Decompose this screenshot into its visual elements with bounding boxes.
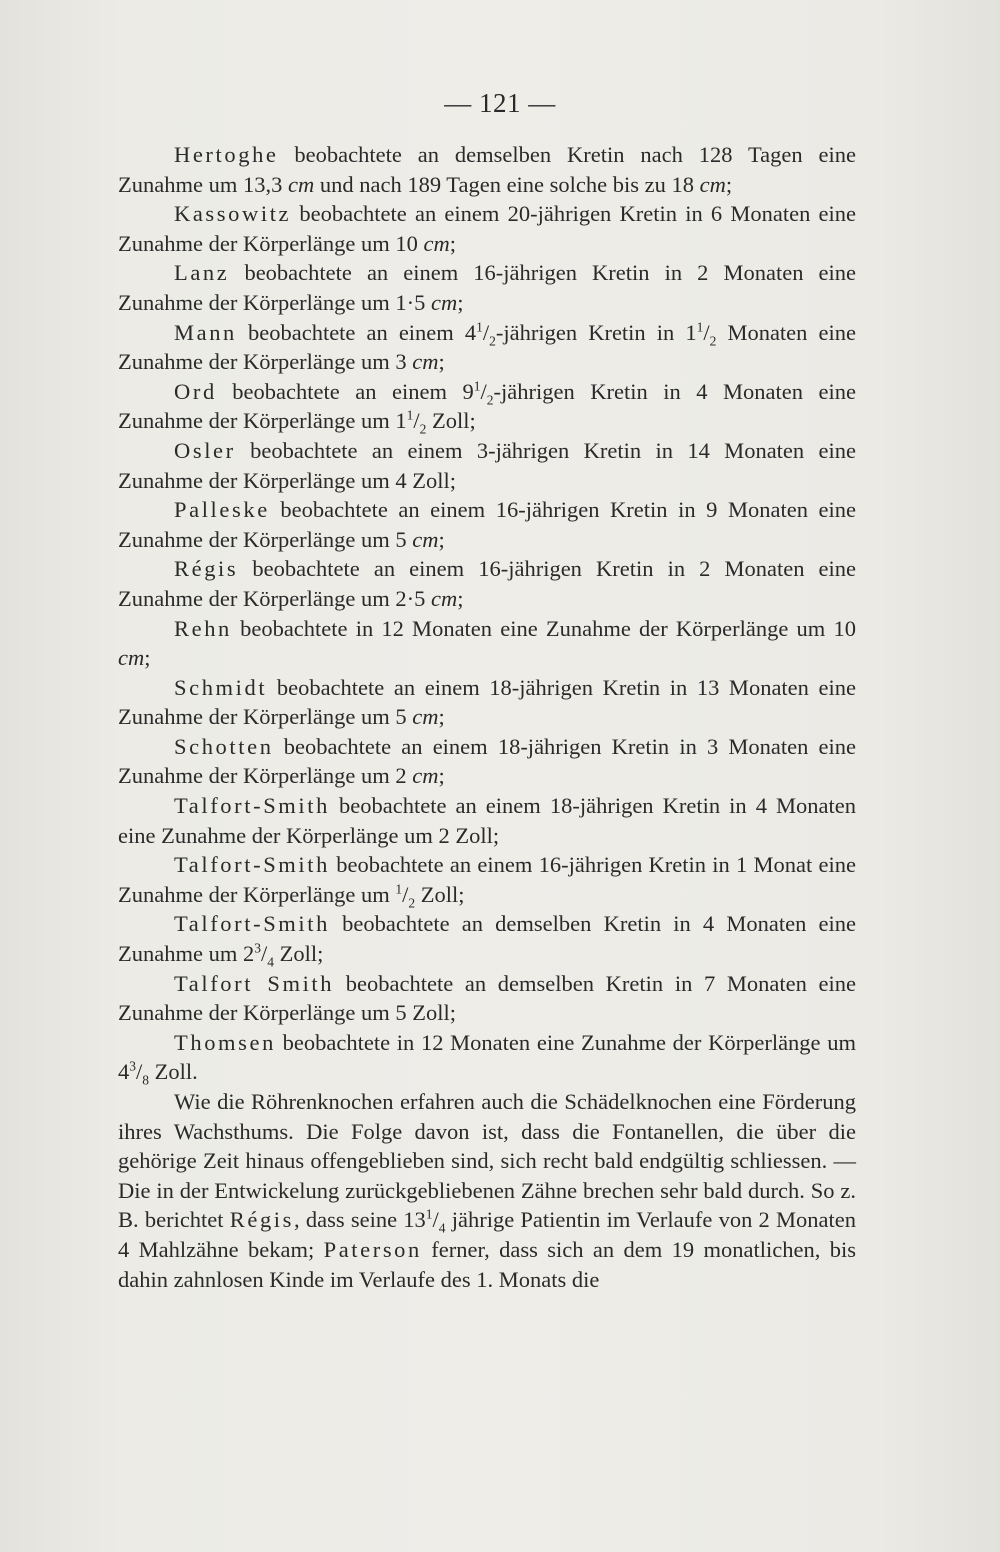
- fraction-denominator: 2: [709, 333, 717, 349]
- body-text: [118, 140, 856, 1294]
- author-name: Ord: [174, 378, 217, 404]
- paragraph-regis: Régis beobachtete an einem 16-jährigen Kretin in 2 Monaten eine Zunahme der Körperlänge um 2·5 cm;: [118, 556, 856, 611]
- paragraph-talfort-smith-2: Talfort-Smith beobachtete an einem 16-jährigen Kretin in 1 Monat eine Zunahme der Körperlänge um $^1/_2$ Zoll;: [118, 852, 856, 911]
- fraction-numerator: 1: [395, 881, 403, 897]
- author-name: Talfort-Smith: [174, 911, 330, 937]
- unit: cm: [412, 704, 439, 730]
- paragraph-kassowitz: Kassowitz beobachtete an einem 20-jährigen Kretin in 6 Monaten eine Zunahme der Körperlänge um 10 cm;: [118, 201, 856, 256]
- author-name: Kassowitz: [174, 201, 292, 227]
- author-name: Talfort-Smith: [174, 793, 330, 819]
- fraction-denominator: 8: [142, 1072, 150, 1088]
- author-name: Régis: [174, 556, 239, 582]
- paragraph-hertoghe: Hertoghe beobachtete an demselben Kretin nach 128 Tagen eine Zunahme um 13,3 cm und nach 189 Tagen eine solche bis zu 18 cm;: [118, 142, 856, 197]
- paragraph-talfort-smith-4: Talfort Smith beobachtete an demselben Kretin in 7 Monaten eine Zunahme der Körperlänge um 5 Zoll;: [118, 970, 857, 1026]
- author-name: Mann: [174, 319, 237, 345]
- unit: cm: [412, 526, 439, 552]
- paragraph-skull-bones: Wie die Röhrenknochen erfahren auch die Schädelknochen eine Förderung ihres Wachsthums. Die Folge davon ist, dass die Fontanellen, die über die gehörige Zeit hinaus offengeblieben sind, sich recht bald endgültig schliessen. — Die in der Entwickelung zurückgebliebenen Zähne brechen sehr bald durch. So z. B. berichtet Régis, dass seine $13^1/_4$ jährige Patientin im Verlaufe von 2 Monaten 4 Mahlzähne bekam; Paterson ferner, dass sich an dem 19 monatlichen, bis dahin zahnlosen Kinde im Verlaufe des 1. Monats die: [118, 1089, 856, 1292]
- unit: cm: [699, 171, 726, 197]
- author-name: Paterson: [323, 1236, 422, 1262]
- fraction-numerator: 3: [254, 940, 261, 956]
- author-name: Talfort Smith: [174, 970, 335, 996]
- author-name: Palleske: [174, 497, 270, 523]
- paragraph-ord: Ord beobachtete an einem $9^1/_2$-jährigen Kretin in 4 Monaten eine Zunahme der Körperlänge um $1^1/_2$ Zoll;: [118, 378, 856, 437]
- unit: cm: [412, 349, 439, 375]
- author-name: Régis: [229, 1207, 295, 1233]
- unit: cm: [118, 645, 145, 671]
- unit: cm: [431, 289, 458, 315]
- fraction-numerator: 3: [129, 1058, 136, 1074]
- paragraph-schmidt: Schmidt beobachtete an einem 18-jährigen Kretin in 13 Monaten eine Zunahme der Körperlänge um 5 cm;: [118, 674, 856, 730]
- paragraph-palleske: Palleske beobachtete an einem 16-jährigen Kretin in 9 Monaten eine Zunahme der Körperlänge um 5 cm;: [118, 497, 856, 552]
- fraction-numerator: 1: [406, 407, 414, 423]
- fraction-denominator: 2: [408, 895, 416, 911]
- paragraph-mann: Mann beobachtete an einem $4^1/_2$-jährigen Kretin in $1^1/_2$ Monaten eine Zunahme der Körperlänge um 3 cm;: [118, 319, 856, 375]
- author-name: Rehn: [174, 615, 232, 641]
- unit: cm: [287, 171, 315, 197]
- fraction-numerator: 1: [473, 378, 481, 394]
- fraction-denominator: 4: [267, 954, 274, 970]
- paragraph-talfort-smith-1: Talfort-Smith beobachtete an einem 18-jährigen Kretin in 4 Monaten eine Zunahme der Körperlänge um 2 Zoll;: [118, 793, 856, 848]
- author-name: Thomsen: [174, 1029, 276, 1055]
- fraction-numerator: 1: [476, 319, 483, 335]
- paragraph-schotten: Schotten beobachtete an einem 18-jährigen Kretin in 3 Monaten eine Zunahme der Körperlänge um 2 cm;: [118, 733, 856, 789]
- page-number: — 121 —: [444, 88, 556, 118]
- unit: cm: [412, 763, 439, 789]
- fraction-denominator: 2: [419, 421, 427, 437]
- paragraph-thomsen: Thomsen beobachtete in 12 Monaten eine Zunahme der Körperlänge um $4^3/_8$ Zoll.: [118, 1029, 856, 1088]
- author-name: Lanz: [174, 260, 230, 286]
- unit: cm: [423, 230, 450, 256]
- author-name: Schotten: [174, 733, 274, 759]
- fraction-numerator: 1: [696, 319, 704, 335]
- fraction-denominator: 4: [438, 1220, 446, 1236]
- fraction-denominator: 2: [486, 392, 494, 408]
- paragraph-talfort-smith-3: Talfort-Smith beobachtete an demselben Kretin in 4 Monaten eine Zunahme um $2^3/_4$ Zoll;: [118, 911, 856, 970]
- author-name: Osler: [174, 437, 236, 463]
- author-name: Talfort-Smith: [174, 852, 330, 878]
- author-name: Hertoghe: [174, 142, 279, 167]
- unit: cm: [431, 585, 458, 611]
- paragraph-osler: Osler beobachtete an einem 3-jährigen Kretin in 14 Monaten eine Zunahme der Körperlänge um 4 Zoll;: [118, 437, 856, 493]
- paragraph-lanz: Lanz beobachtete an einem 16-jährigen Kretin in 2 Monaten eine Zunahme der Körperlänge um 1·5 cm;: [118, 260, 856, 315]
- paragraph-rehn: Rehn beobachtete in 12 Monaten eine Zunahme der Körperlänge um 10 cm;: [118, 615, 856, 671]
- author-name: Schmidt: [174, 674, 268, 700]
- fraction-numerator: 1: [425, 1206, 433, 1222]
- fraction-denominator: 2: [489, 333, 496, 349]
